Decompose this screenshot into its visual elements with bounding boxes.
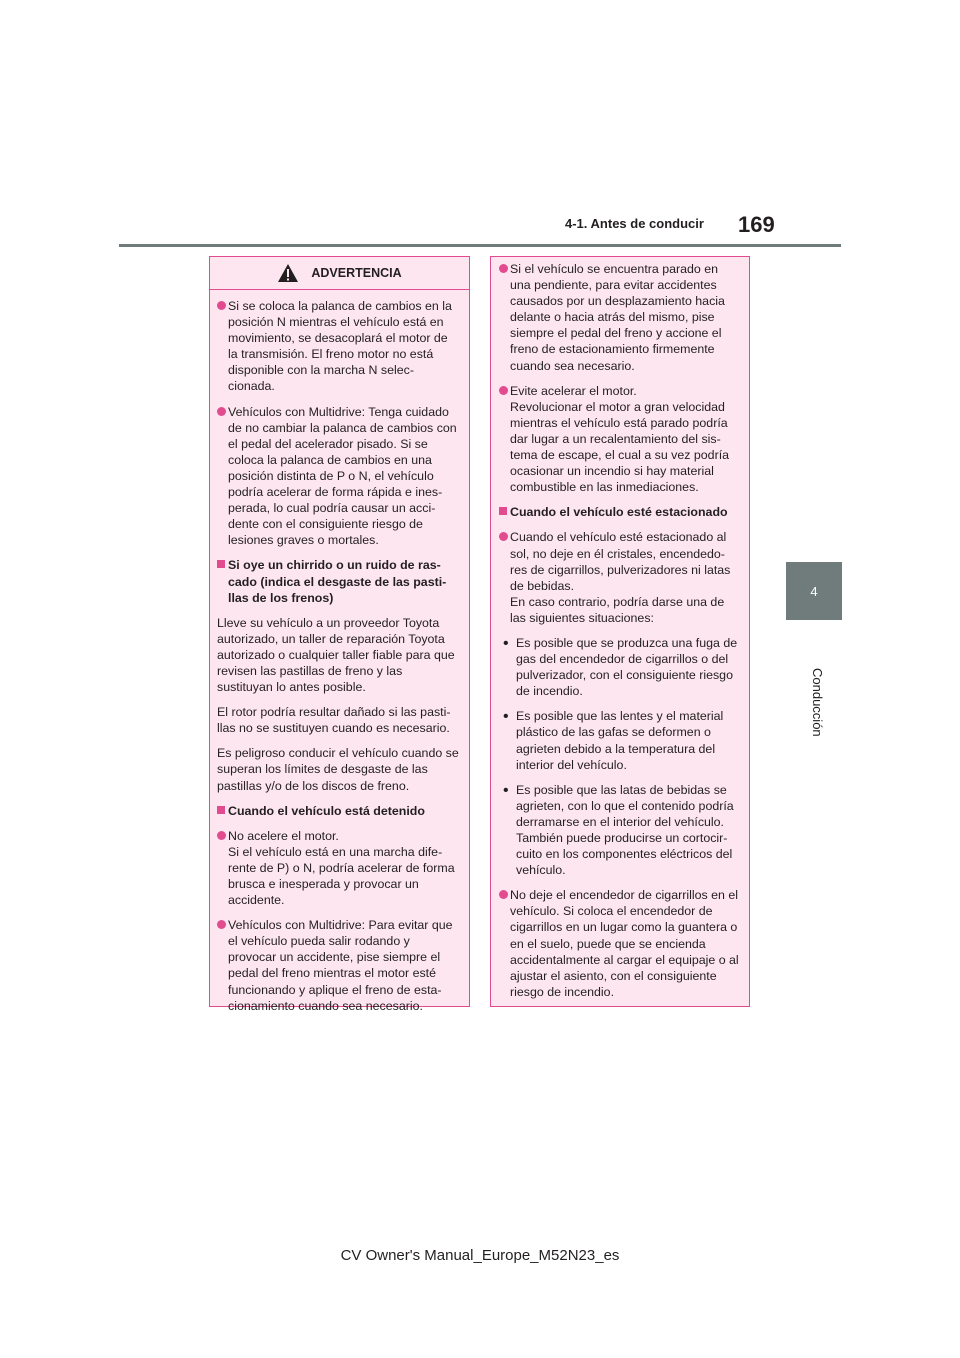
subheading-text: Si oye un chirrido o un ruido de ras-cado (indica el desgaste de las pasti-llas de los frenos) — [228, 558, 447, 605]
dot-bullet-icon: • — [503, 634, 509, 652]
dot-list-text: Es posible que las latas de bebidas se agrieten, con lo que el contenido podría derramarse en el interior del vehículo. También puede producirse un cortocir-cuito en los componentes eléctricos del vehículo. — [516, 782, 734, 878]
square-bullet-icon — [499, 507, 507, 515]
bullet-text: Si el vehículo se encuentra parado en una pendiente, para evitar accidentes causados por un desplazamiento hacia delante o hacia atrás del mismo, pise siempre el pedal del freno y accione el freno de estacionamiento firmemente cuando sea necesario. — [510, 262, 725, 373]
chapter-label: Conducción — [810, 668, 825, 737]
square-bullet-icon — [217, 560, 225, 568]
warning-right-content — [499, 261, 741, 1000]
paragraph — [217, 745, 459, 793]
dot-list-item — [499, 708, 741, 772]
bullet-item — [217, 828, 459, 908]
bullet-text: Vehículos con Multidrive: Para evitar que el vehículo pueda salir rodando y provocar un accidente, pise siempre el pedal del freno mientras el motor esté funcionando y aplique el freno de esta-cionamiento cuando sea necesario. — [228, 918, 453, 1013]
bullet-icon — [499, 264, 508, 273]
dot-bullet-icon: • — [503, 781, 509, 799]
bullet-item — [217, 917, 459, 1014]
chapter-tab-number: 4 — [810, 583, 818, 599]
footer-manual-title: CV Owner's Manual_Europe_M52N23_es — [340, 1247, 620, 1264]
bullet-item — [217, 404, 459, 549]
bullet-item — [499, 887, 741, 1000]
bullet-text: Si se coloca la palanca de cambios en la posición N mientras el vehículo está en movimiento, se desacoplará el motor de la transmisión. El freno motor no está disponible con la marcha N selec-cionada. — [228, 299, 452, 394]
header-rule — [119, 244, 841, 247]
subheading — [217, 557, 459, 605]
square-bullet-icon — [217, 806, 225, 814]
paragraph-text: Lleve su vehículo a un proveedor Toyota autorizado, un taller de reparación Toyota autorizado o cualquier taller fiable para que revisen las pastillas de freno y las sustituyan lo antes posible. — [217, 615, 455, 695]
paragraph — [217, 704, 459, 736]
bullet-icon — [499, 386, 508, 395]
page-number: 169 — [738, 212, 775, 237]
bullet-item — [217, 298, 459, 395]
bullet-icon — [499, 532, 508, 541]
section-title: 4-1. Antes de conducir — [565, 216, 704, 231]
warning-title: ADVERTENCIA — [311, 266, 402, 280]
subheading-text: Cuando el vehículo está detenido — [228, 803, 425, 818]
warning-box-left — [209, 256, 470, 1013]
paragraph-text: El rotor podría resultar dañado si las pasti-llas no se sustituyen cuando es necesario. — [217, 705, 451, 736]
warning-left-content — [217, 298, 459, 1014]
dot-list-text: Es posible que las lentes y el material plástico de las gafas se deformen o agrieten debido a la temperatura del interior del vehículo. — [516, 709, 724, 772]
subheading — [217, 803, 459, 819]
bullet-icon — [217, 920, 226, 929]
warning-triangle-icon — [277, 263, 299, 283]
warning-header — [210, 257, 469, 290]
bullet-text: Evite acelerar el motor. Revolucionar el motor a gran velocidad mientras el vehículo está parado podría dar lugar a un recalentamiento del sis-tema de escape, el cual a su vez podría ocasionar un incendio si hay material combustible en las inmediaciones. — [510, 383, 730, 495]
bullet-item — [499, 261, 741, 374]
bullet-item — [499, 383, 741, 496]
paragraph — [217, 615, 459, 695]
bullet-text: No deje el encendedor de cigarrillos en el vehículo. Si coloca el encendedor de cigarrillos en un lugar como la guantera o en el suelo, puede que se encienda accidentalmente al cargar el equipaje o al ajustar el asiento, con el consiguiente riesgo de incendio. — [510, 888, 739, 999]
dot-list-item — [499, 782, 741, 879]
bullet-icon — [217, 301, 226, 310]
bullet-icon — [499, 890, 508, 899]
bullet-text: Cuando el vehículo esté estacionado al sol, no deje en él cristales, encendedo-res de cigarrillos, pulverizadores ni latas de bebidas. En caso contrario, podría darse una de las siguientes situaciones: — [510, 530, 731, 625]
dot-bullet-icon: • — [503, 708, 509, 726]
warning-box-right — [490, 256, 750, 1007]
bullet-text: Vehículos con Multidrive: Tenga cuidado de no cambiar la palanca de cambios con el pedal del acelerador pisado. Si se coloca la palanca de cambios en una posición distinta de P o N, el vehículo podría acelerar de forma rápida e ines-perada, lo cual podría causar un acci-dente con el consiguiente riesgo de lesiones graves o mortales. — [228, 404, 457, 548]
paragraph-text: Es peligroso conducir el vehículo cuando se superan los límites de desgaste de las pastillas y/o de los discos de freno. — [217, 746, 459, 793]
subheading — [499, 504, 741, 520]
bullet-icon — [217, 831, 226, 840]
bullet-item — [499, 529, 741, 626]
dot-list-text: Es posible que se produzca una fuga de gas del encendedor de cigarrillos o del pulverizador, con el consiguiente riesgo de incendio. — [516, 635, 738, 699]
chapter-tab — [786, 562, 842, 620]
bullet-text: No acelere el motor. Si el vehículo está en una marcha dife-rente de P) o N, podría acelerar de forma brusca e inesperada y provocar un accidente. — [228, 828, 455, 908]
dot-list-item — [499, 635, 741, 699]
bullet-icon — [217, 407, 226, 416]
subheading-text: Cuando el vehículo esté estacionado — [510, 505, 728, 520]
